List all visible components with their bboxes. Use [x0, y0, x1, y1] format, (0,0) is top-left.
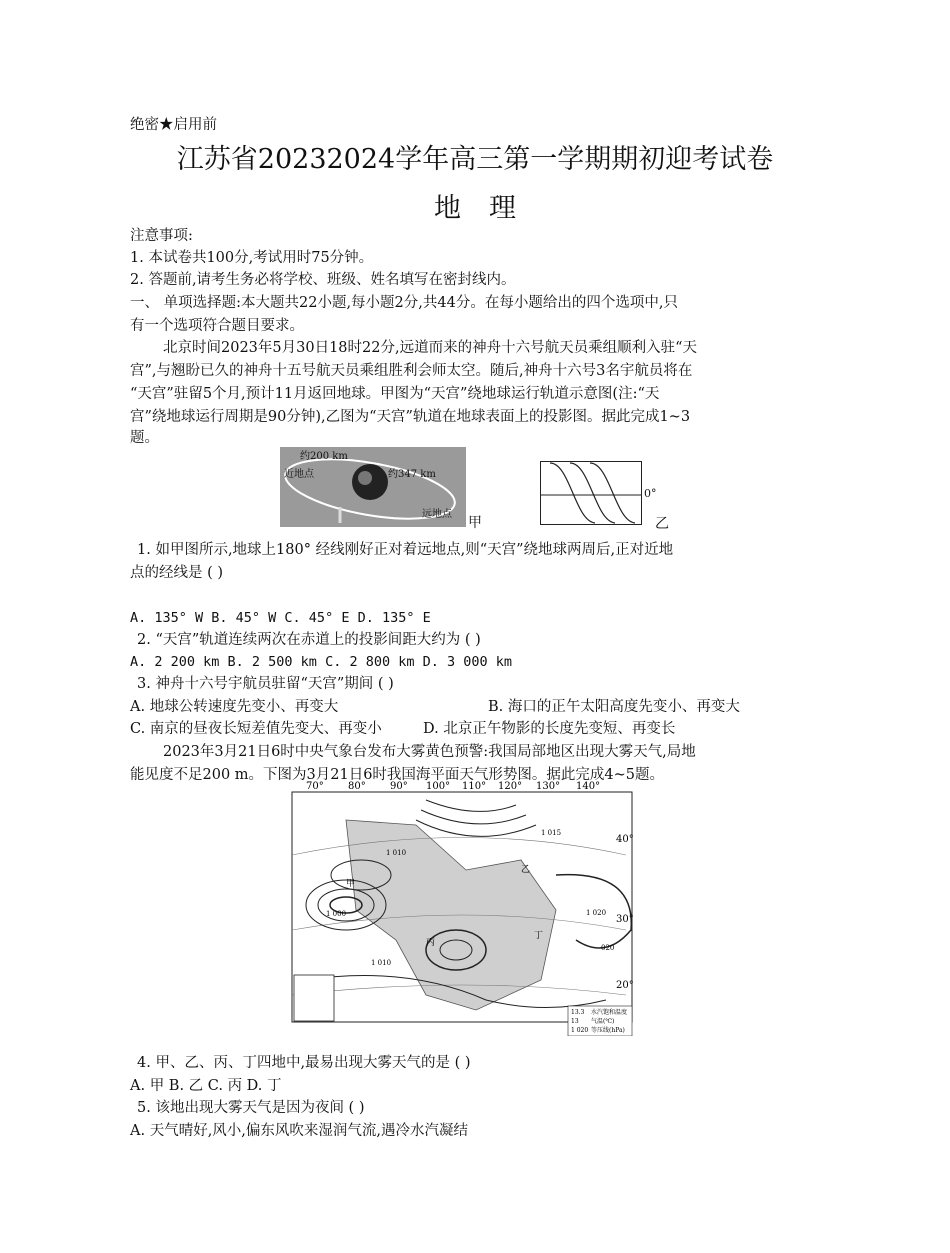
passage1-line5: 题。: [130, 430, 159, 446]
lon-label: 90°: [390, 781, 408, 792]
place-bing: 丙: [426, 938, 436, 948]
isobar-label: 1 020: [586, 909, 607, 917]
q3-option-b: B. 海口的正午太阳高度先变小、再变大: [488, 699, 740, 715]
q3-option-a: A. 地球公转速度先变小、再变大: [130, 699, 339, 715]
place-jia: 甲: [346, 879, 356, 889]
perigee-label: 近地点: [284, 469, 314, 480]
passage2-line1: 2023年3月21日6时中央气象台发布大雾黄色预警:我国局部地区出现大雾天气,局地: [163, 744, 696, 760]
exam-title: 江苏省20232024学年高三第一学期期初迎考试卷: [176, 144, 774, 175]
projection-diagram: [540, 461, 642, 525]
south-sea-inset: [294, 975, 334, 1021]
apogee-label: 远地点: [422, 509, 452, 520]
q5-option-a: A. 天气晴好,风小,偏东风吹来湿润气流,遇冷水汽凝结: [130, 1123, 469, 1139]
passage1-line4: 宫”绕地球运行周期是90分钟),乙图为“天宫”轨道在地球表面上的投影图。据此完成1~3: [130, 409, 691, 425]
isobar-label: 1 010: [386, 849, 407, 857]
lat-label: 40°: [616, 834, 634, 845]
distance-far-label: 约347 km: [388, 469, 436, 480]
q1-options: A. 135° W B. 45° W C. 45° E D. 135° E: [130, 610, 431, 626]
q1-stem-line2: 点的经线是 ( ): [130, 565, 224, 581]
lon-label: 130°: [536, 781, 561, 792]
q3-option-d: D. 北京正午物影的长度先变短、再变长: [423, 721, 676, 737]
lat-label: 20°: [616, 980, 634, 991]
legend-text: 气温(℃): [591, 1018, 615, 1025]
q4-options: A. 甲 B. 乙 C. 丙 D. 丁: [130, 1078, 282, 1094]
section1-line2: 有一个选项符合题目要求。: [130, 318, 304, 334]
passage1-line2: 宫”,与翘盼已久的神舟十五号航天员乘组胜利会师太空。随后,神舟十六号3名宇航员将在: [130, 363, 693, 379]
isobar-label: 1 010: [371, 959, 392, 967]
lon-label: 140°: [576, 781, 601, 792]
orbit-figure: [280, 447, 466, 527]
weather-map: [286, 780, 642, 1036]
legend-text: 等压线(hPa): [591, 1027, 625, 1034]
secret-label: 绝密★启用前: [130, 117, 217, 133]
notice-item-2: 2. 答题前,请考生务必将学校、班级、姓名填写在密封线内。: [130, 272, 516, 288]
q3-stem: 3. 神舟十六号宇航员驻留“天宫”期间 ( ): [137, 676, 394, 692]
figure-yi-caption: 乙: [655, 516, 669, 532]
passage2-line2: 能见度不足200 m。下图为3月21日6时我国海平面天气形势图。据此完成4~5题。: [130, 767, 665, 783]
legend-num: 13: [571, 1018, 579, 1025]
q2-options: A. 2 200 km B. 2 500 km C. 2 800 km D. 3 000 km: [130, 654, 513, 670]
lon-label: 110°: [462, 781, 487, 792]
q5-stem: 5. 该地出现大雾天气是因为夜间 ( ): [137, 1100, 365, 1116]
legend-num: 13.3: [571, 1009, 585, 1016]
passage1-line3: “天宫”驻留5个月,预计11月返回地球。甲图为“天宫”绕地球运行轨道示意图(注:“天: [130, 386, 660, 402]
earth-continent: [358, 471, 372, 485]
place-ding: 丁: [534, 931, 544, 941]
projection-figure: [540, 461, 642, 525]
isobar-label: 1 000: [326, 910, 347, 918]
lon-label: 80°: [348, 781, 366, 792]
orbit-diagram: [280, 447, 466, 527]
subject-title: 地理: [434, 193, 544, 224]
distance-near-label: 约200 km: [300, 451, 348, 462]
lon-label: 100°: [426, 781, 451, 792]
equator-label: 0°: [644, 487, 657, 500]
place-yi: 乙: [521, 865, 531, 875]
lat-label: 30°: [616, 914, 634, 925]
legend-num: 1 020: [571, 1027, 589, 1034]
notice-item-1: 1. 本试卷共100分,考试用时75分钟。: [130, 250, 374, 266]
legend-text: 水汽饱和温度: [591, 1009, 628, 1016]
projection-frame: [541, 462, 642, 525]
q2-stem: 2. “天宫”轨道连续两次在赤道上的投影间距大约为 ( ): [137, 632, 481, 648]
notice-heading: 注意事项:: [130, 228, 193, 244]
isobar-label: 020: [601, 944, 615, 952]
passage1-line1: 北京时间2023年5月30日18时22分,远道而来的神舟十六号航天员乘组顺利入驻“天: [163, 340, 697, 356]
lon-label: 70°: [306, 781, 324, 792]
weather-map-svg: [286, 780, 642, 1036]
q3-option-c: C. 南京的昼夜长短差值先变大、再变小: [130, 721, 382, 737]
section1-line1: 一、 单项选择题:本大题共22小题,每小题2分,共44分。在每小题给出的四个选项中,只: [130, 295, 678, 311]
isobar-label: 1 015: [541, 829, 562, 837]
lon-label: 120°: [498, 781, 523, 792]
q4-stem: 4. 甲、乙、丙、丁四地中,最易出现大雾天气的是 ( ): [137, 1055, 471, 1071]
figure-jia-caption: 甲: [468, 515, 482, 531]
q1-stem-line1: 1. 如甲图所示,地球上180° 经线刚好正对着远地点,则“天宫”绕地球两周后,正对近地: [137, 542, 674, 558]
